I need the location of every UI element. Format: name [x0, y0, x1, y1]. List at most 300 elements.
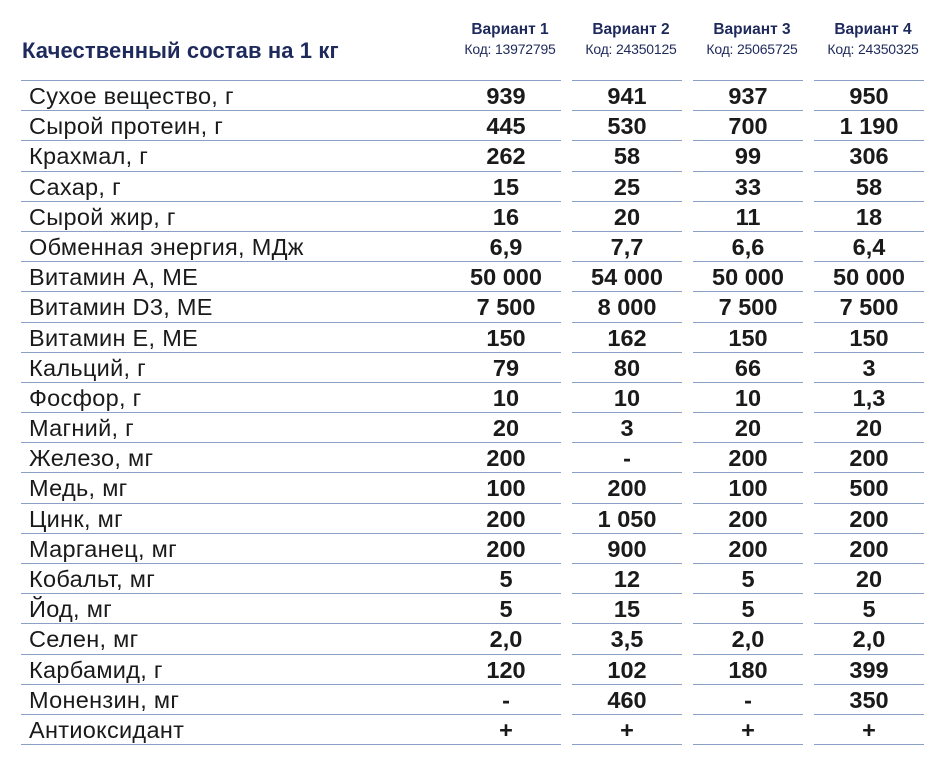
value-cell-variant-2: [572, 655, 682, 685]
value: 7,7: [572, 232, 682, 262]
variant-name: Вариант 3: [713, 21, 791, 38]
value-cell-variant-4: [814, 473, 924, 503]
value-cell-variant-3: [693, 323, 803, 353]
row-label: Сырой жир, г: [21, 202, 451, 232]
table-row: [0, 202, 924, 232]
value: 200: [693, 504, 803, 534]
value-cell-variant-3: [693, 534, 803, 564]
column-gap: [803, 292, 814, 322]
column-gap: [803, 232, 814, 262]
column-gap: [803, 715, 814, 745]
row-label-cell: [0, 655, 451, 685]
column-gap: [561, 292, 572, 322]
column-gap: [803, 141, 814, 171]
value-cell-variant-2: [572, 624, 682, 654]
column-gap: [561, 232, 572, 262]
value: 99: [693, 141, 803, 171]
value: 1 050: [572, 504, 682, 534]
row-label-cell: [0, 262, 451, 292]
column-gap: [561, 534, 572, 564]
column-gap: [803, 80, 814, 111]
column-gap: [682, 323, 693, 353]
row-label: Антиоксидант: [21, 715, 451, 745]
value-cell-variant-2: [572, 473, 682, 503]
value-cell-variant-3: [693, 685, 803, 715]
value-cell-variant-3: [693, 655, 803, 685]
column-gap: [803, 323, 814, 353]
value: 16: [451, 202, 561, 232]
value: 100: [693, 473, 803, 503]
value-cell-variant-2: [572, 564, 682, 594]
value-cell-variant-3: [693, 262, 803, 292]
column-gap: [803, 685, 814, 715]
value-cell-variant-4: [814, 715, 924, 745]
table-row: [0, 443, 924, 473]
table-row: [0, 655, 924, 685]
column-header-variant-1: [451, 20, 569, 58]
value: -: [572, 443, 682, 473]
value: 54 000: [572, 262, 682, 292]
value: 15: [451, 172, 561, 202]
value: 1,3: [814, 383, 924, 413]
value: 700: [693, 111, 803, 141]
row-label: Витамин Е, МЕ: [21, 323, 451, 353]
column-gap: [682, 383, 693, 413]
value-cell-variant-2: [572, 383, 682, 413]
value: 500: [814, 473, 924, 503]
column-gap: [682, 473, 693, 503]
value-cell-variant-4: [814, 655, 924, 685]
value: 5: [814, 594, 924, 624]
value: 66: [693, 353, 803, 383]
row-label-cell: [0, 80, 451, 111]
row-label: Витамин А, МЕ: [21, 262, 451, 292]
table-row: [0, 715, 924, 745]
row-label-cell: [0, 141, 451, 171]
value-cell-variant-2: [572, 323, 682, 353]
column-gap: [803, 504, 814, 534]
column-gap: [561, 172, 572, 202]
column-gap: [561, 443, 572, 473]
value: 7 500: [814, 292, 924, 322]
value-cell-variant-1: [451, 172, 561, 202]
row-label: Кобальт, мг: [21, 564, 451, 594]
value-cell-variant-1: [451, 141, 561, 171]
value-cell-variant-3: [693, 172, 803, 202]
value: 200: [693, 534, 803, 564]
value-cell-variant-1: [451, 80, 561, 111]
value: 11: [693, 202, 803, 232]
value: +: [451, 715, 561, 745]
value-cell-variant-2: [572, 292, 682, 322]
row-label: Сахар, г: [21, 172, 451, 202]
value-cell-variant-1: [451, 323, 561, 353]
value: 2,0: [451, 624, 561, 654]
column-gap: [561, 353, 572, 383]
table-title: Качественный состав на 1 кг: [22, 38, 339, 63]
column-gap: [803, 564, 814, 594]
table-row: [0, 353, 924, 383]
variant-name: Вариант 2: [592, 21, 670, 38]
table-row: [0, 80, 924, 111]
column-gap: [682, 141, 693, 171]
column-gap: [682, 111, 693, 141]
table-row: [0, 262, 924, 292]
row-label-cell: [0, 473, 451, 503]
column-gap: [561, 685, 572, 715]
table-row: [0, 292, 924, 322]
value-cell-variant-4: [814, 80, 924, 111]
variant-code: Код: 24350325: [827, 41, 919, 57]
value-cell-variant-4: [814, 624, 924, 654]
table-row: [0, 172, 924, 202]
table-row: [0, 564, 924, 594]
column-gap: [561, 111, 572, 141]
value-cell-variant-3: [693, 504, 803, 534]
table-row: [0, 141, 924, 171]
value-cell-variant-3: [693, 564, 803, 594]
value: 10: [693, 383, 803, 413]
value-cell-variant-2: [572, 202, 682, 232]
row-label: Обменная энергия, МДж: [21, 232, 451, 262]
value-cell-variant-3: [693, 141, 803, 171]
row-label-cell: [0, 232, 451, 262]
value-cell-variant-2: [572, 534, 682, 564]
column-gap: [561, 655, 572, 685]
value: 7 500: [451, 292, 561, 322]
variant-code: Код: 24350125: [585, 41, 677, 57]
row-label-cell: [0, 564, 451, 594]
column-gap: [803, 353, 814, 383]
row-label: Йод, мг: [21, 594, 451, 624]
value: 530: [572, 111, 682, 141]
value: 200: [814, 534, 924, 564]
column-gap: [803, 624, 814, 654]
value-cell-variant-3: [693, 594, 803, 624]
value-cell-variant-1: [451, 202, 561, 232]
row-label: Сырой протеин, г: [21, 111, 451, 141]
column-gap: [682, 353, 693, 383]
value: 6,9: [451, 232, 561, 262]
table-row: [0, 232, 924, 262]
value-cell-variant-3: [693, 292, 803, 322]
value-cell-variant-1: [451, 262, 561, 292]
row-label-cell: [0, 685, 451, 715]
column-gap: [682, 715, 693, 745]
composition-table-body: [0, 80, 924, 745]
value-cell-variant-3: [693, 383, 803, 413]
value: 150: [814, 323, 924, 353]
value: 162: [572, 323, 682, 353]
value: 445: [451, 111, 561, 141]
value-cell-variant-4: [814, 141, 924, 171]
column-gap: [682, 232, 693, 262]
value: 20: [451, 413, 561, 443]
value: 939: [451, 80, 561, 111]
value: 20: [814, 413, 924, 443]
value-cell-variant-1: [451, 504, 561, 534]
row-label-cell: [0, 715, 451, 745]
value: 25: [572, 172, 682, 202]
value: 200: [814, 443, 924, 473]
column-gap: [561, 594, 572, 624]
value-cell-variant-4: [814, 685, 924, 715]
value: 58: [814, 172, 924, 202]
row-label-cell: [0, 111, 451, 141]
value: 58: [572, 141, 682, 171]
value-cell-variant-4: [814, 353, 924, 383]
value-cell-variant-2: [572, 685, 682, 715]
value: 3: [814, 353, 924, 383]
column-gap: [682, 172, 693, 202]
value: 7 500: [693, 292, 803, 322]
column-gap: [803, 202, 814, 232]
composition-table: [0, 80, 924, 745]
column-gap: [561, 473, 572, 503]
value-cell-variant-1: [451, 534, 561, 564]
value: 80: [572, 353, 682, 383]
value-cell-variant-1: [451, 655, 561, 685]
column-gap: [561, 413, 572, 443]
value: 120: [451, 655, 561, 685]
value: 6,6: [693, 232, 803, 262]
column-gap: [682, 413, 693, 443]
row-label-cell: [0, 504, 451, 534]
value-cell-variant-4: [814, 202, 924, 232]
row-label-cell: [0, 353, 451, 383]
row-label: Фосфор, г: [21, 383, 451, 413]
column-gap: [682, 534, 693, 564]
value-cell-variant-1: [451, 443, 561, 473]
value: 50 000: [814, 262, 924, 292]
value-cell-variant-2: [572, 262, 682, 292]
value-cell-variant-1: [451, 383, 561, 413]
row-label-cell: [0, 594, 451, 624]
column-gap: [682, 624, 693, 654]
column-gap: [561, 624, 572, 654]
column-gap: [561, 323, 572, 353]
column-gap: [682, 504, 693, 534]
row-label: Магний, г: [21, 413, 451, 443]
value: 5: [451, 594, 561, 624]
row-label: Цинк, мг: [21, 504, 451, 534]
column-gap: [561, 504, 572, 534]
column-gap: [803, 443, 814, 473]
column-gap: [561, 262, 572, 292]
variant-name: Вариант 4: [834, 21, 912, 38]
value: 100: [451, 473, 561, 503]
row-label: Кальций, г: [21, 353, 451, 383]
value-cell-variant-1: [451, 292, 561, 322]
value: 950: [814, 80, 924, 111]
value: 3,5: [572, 624, 682, 654]
table-row: [0, 383, 924, 413]
value-cell-variant-3: [693, 715, 803, 745]
value: +: [814, 715, 924, 745]
value: 350: [814, 685, 924, 715]
column-gap: [561, 715, 572, 745]
table-row: [0, 473, 924, 503]
value: -: [451, 685, 561, 715]
value: 5: [693, 564, 803, 594]
value-cell-variant-4: [814, 172, 924, 202]
value-cell-variant-1: [451, 594, 561, 624]
value: 15: [572, 594, 682, 624]
row-label: Витамин D3, МЕ: [21, 292, 451, 322]
value-cell-variant-3: [693, 473, 803, 503]
value: 200: [572, 473, 682, 503]
value-cell-variant-4: [814, 594, 924, 624]
value: 102: [572, 655, 682, 685]
value-cell-variant-2: [572, 413, 682, 443]
value: 5: [451, 564, 561, 594]
column-header-variant-4: [814, 20, 932, 58]
value: 200: [451, 443, 561, 473]
value-cell-variant-1: [451, 111, 561, 141]
value-cell-variant-2: [572, 715, 682, 745]
value: 6,4: [814, 232, 924, 262]
column-gap: [803, 413, 814, 443]
value-cell-variant-2: [572, 353, 682, 383]
value: 150: [451, 323, 561, 353]
column-gap: [561, 80, 572, 111]
value-cell-variant-1: [451, 685, 561, 715]
value-cell-variant-4: [814, 413, 924, 443]
value: +: [572, 715, 682, 745]
table-row: [0, 534, 924, 564]
value-cell-variant-4: [814, 323, 924, 353]
value-cell-variant-3: [693, 202, 803, 232]
value: 200: [814, 504, 924, 534]
value-cell-variant-3: [693, 443, 803, 473]
column-gap: [682, 443, 693, 473]
column-gap: [803, 383, 814, 413]
value: 262: [451, 141, 561, 171]
value-cell-variant-3: [693, 232, 803, 262]
value-cell-variant-2: [572, 232, 682, 262]
table-row: [0, 685, 924, 715]
value: 460: [572, 685, 682, 715]
value: 399: [814, 655, 924, 685]
value: 3: [572, 413, 682, 443]
value-cell-variant-4: [814, 111, 924, 141]
value: 150: [693, 323, 803, 353]
value: 2,0: [814, 624, 924, 654]
value-cell-variant-1: [451, 473, 561, 503]
value: 20: [572, 202, 682, 232]
value: 8 000: [572, 292, 682, 322]
row-label: Медь, мг: [21, 473, 451, 503]
value: 1 190: [814, 111, 924, 141]
value-cell-variant-1: [451, 353, 561, 383]
variant-name: Вариант 1: [471, 21, 549, 38]
table-row: [0, 323, 924, 353]
value: 180: [693, 655, 803, 685]
row-label: Крахмал, г: [21, 141, 451, 171]
row-label: Монензин, мг: [21, 685, 451, 715]
column-gap: [682, 685, 693, 715]
column-gap: [561, 202, 572, 232]
value-cell-variant-4: [814, 262, 924, 292]
column-gap: [561, 564, 572, 594]
column-gap: [682, 80, 693, 111]
column-gap: [561, 141, 572, 171]
value-cell-variant-2: [572, 594, 682, 624]
column-gap: [803, 111, 814, 141]
value: 18: [814, 202, 924, 232]
value-cell-variant-3: [693, 111, 803, 141]
column-gap: [682, 262, 693, 292]
value: 12: [572, 564, 682, 594]
row-label: Сухое вещество, г: [21, 80, 451, 111]
value: 50 000: [451, 262, 561, 292]
value-cell-variant-1: [451, 413, 561, 443]
value-cell-variant-4: [814, 292, 924, 322]
row-label: Железо, мг: [21, 443, 451, 473]
value-cell-variant-4: [814, 564, 924, 594]
column-gap: [561, 383, 572, 413]
value-cell-variant-4: [814, 232, 924, 262]
value-cell-variant-1: [451, 624, 561, 654]
row-label-cell: [0, 443, 451, 473]
row-label: Карбамид, г: [21, 655, 451, 685]
column-header-variant-3: [693, 20, 811, 58]
column-gap: [682, 202, 693, 232]
value: 5: [693, 594, 803, 624]
value-cell-variant-4: [814, 443, 924, 473]
variant-code: Код: 25065725: [706, 41, 798, 57]
row-label: Селен, мг: [21, 624, 451, 654]
row-label-cell: [0, 534, 451, 564]
value-cell-variant-2: [572, 80, 682, 111]
column-gap: [803, 594, 814, 624]
table-row: [0, 504, 924, 534]
value: 200: [451, 534, 561, 564]
value-cell-variant-2: [572, 111, 682, 141]
value: 941: [572, 80, 682, 111]
row-label-cell: [0, 383, 451, 413]
row-label-cell: [0, 413, 451, 443]
row-label-cell: [0, 202, 451, 232]
table-row: [0, 624, 924, 654]
value: 33: [693, 172, 803, 202]
column-gap: [682, 564, 693, 594]
value-cell-variant-2: [572, 443, 682, 473]
row-label-cell: [0, 624, 451, 654]
value: 10: [451, 383, 561, 413]
row-label-cell: [0, 172, 451, 202]
value: 937: [693, 80, 803, 111]
value: 50 000: [693, 262, 803, 292]
value-cell-variant-3: [693, 413, 803, 443]
value: +: [693, 715, 803, 745]
row-label: Марганец, мг: [21, 534, 451, 564]
value: 79: [451, 353, 561, 383]
column-gap: [803, 534, 814, 564]
table-row: [0, 594, 924, 624]
value: 306: [814, 141, 924, 171]
value-cell-variant-4: [814, 383, 924, 413]
value-cell-variant-4: [814, 534, 924, 564]
value: 20: [814, 564, 924, 594]
value: 200: [693, 443, 803, 473]
value: 2,0: [693, 624, 803, 654]
column-gap: [682, 655, 693, 685]
column-gap: [803, 655, 814, 685]
column-gap: [803, 262, 814, 292]
value: 900: [572, 534, 682, 564]
value-cell-variant-3: [693, 624, 803, 654]
